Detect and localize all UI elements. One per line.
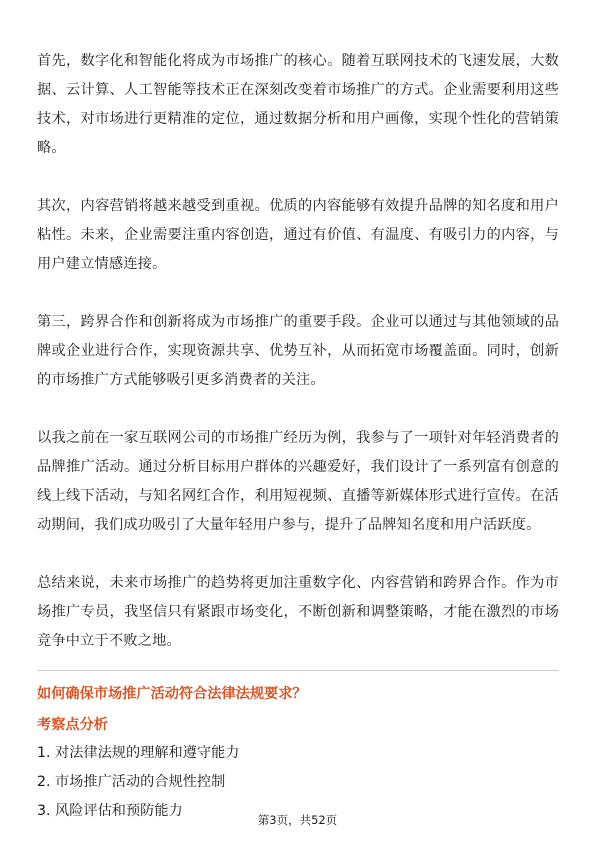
list-item: 1. 对法律法规的理解和遵守能力	[37, 745, 240, 761]
paragraph-summary: 总结来说，未来市场推广的趋势将更加注重数字化、内容营销和跨界合作。作为市场推广专员，我坚信只有紧跟市场变化，不断创新和调整策略，才能在激烈的市场竞争中立于不败之地。	[37, 575, 559, 649]
paragraph-cross-border-cooperation: 第三，跨界合作和创新将成为市场推广的重要手段。企业可以通过与其他领域的品牌或企业进行合作，实现资源共享、优势互补，从而拓宽市场覆盖面。同时，创新的市场推广方式能够吸引更多消费者的关注。	[37, 314, 559, 388]
page-number-footer: 第3页，共52页	[257, 813, 338, 827]
paragraph-digitalization: 首先，数字化和智能化将成为市场推广的核心。随着互联网技术的飞速发展，大数据、云计算、人工智能等技术正在深刻改变着市场推广的方式。企业需要利用这些技术，对市场进行更精准的定位，通过数据分析和用户画像，实现个性化的营销策略。	[37, 53, 559, 156]
paragraph-content-marketing: 其次，内容营销将越来越受到重视。优质的内容能够有效提升品牌的知名度和用户粘性。未来，企业需要注重内容创造，通过有价值、有温度、有吸引力的内容，与用户建立情感连接。	[37, 198, 559, 272]
section-title: 考察点分析	[37, 717, 108, 733]
list-item: 3. 风险评估和预防能力	[37, 803, 183, 819]
paragraph-experience-example: 以我之前在一家互联网公司的市场推广经历为例，我参与了一项针对年轻消费者的品牌推广活动。通过分析目标用户群体的兴趣爱好，我们设计了一系列富有创意的线上线下活动，与知名网红合作，利用短视频、直播等新媒体形式进行宣传。在活动期间，我们成功吸引了大量年轻用户参与，提升了品牌知名度和用户活跃度。	[37, 430, 559, 533]
section-divider	[37, 670, 559, 671]
question-heading: 如何确保市场推广活动符合法律法规要求？	[37, 686, 307, 702]
page-content	[37, 47, 559, 826]
list-item: 2. 市场推广活动的合规性控制	[37, 774, 226, 790]
